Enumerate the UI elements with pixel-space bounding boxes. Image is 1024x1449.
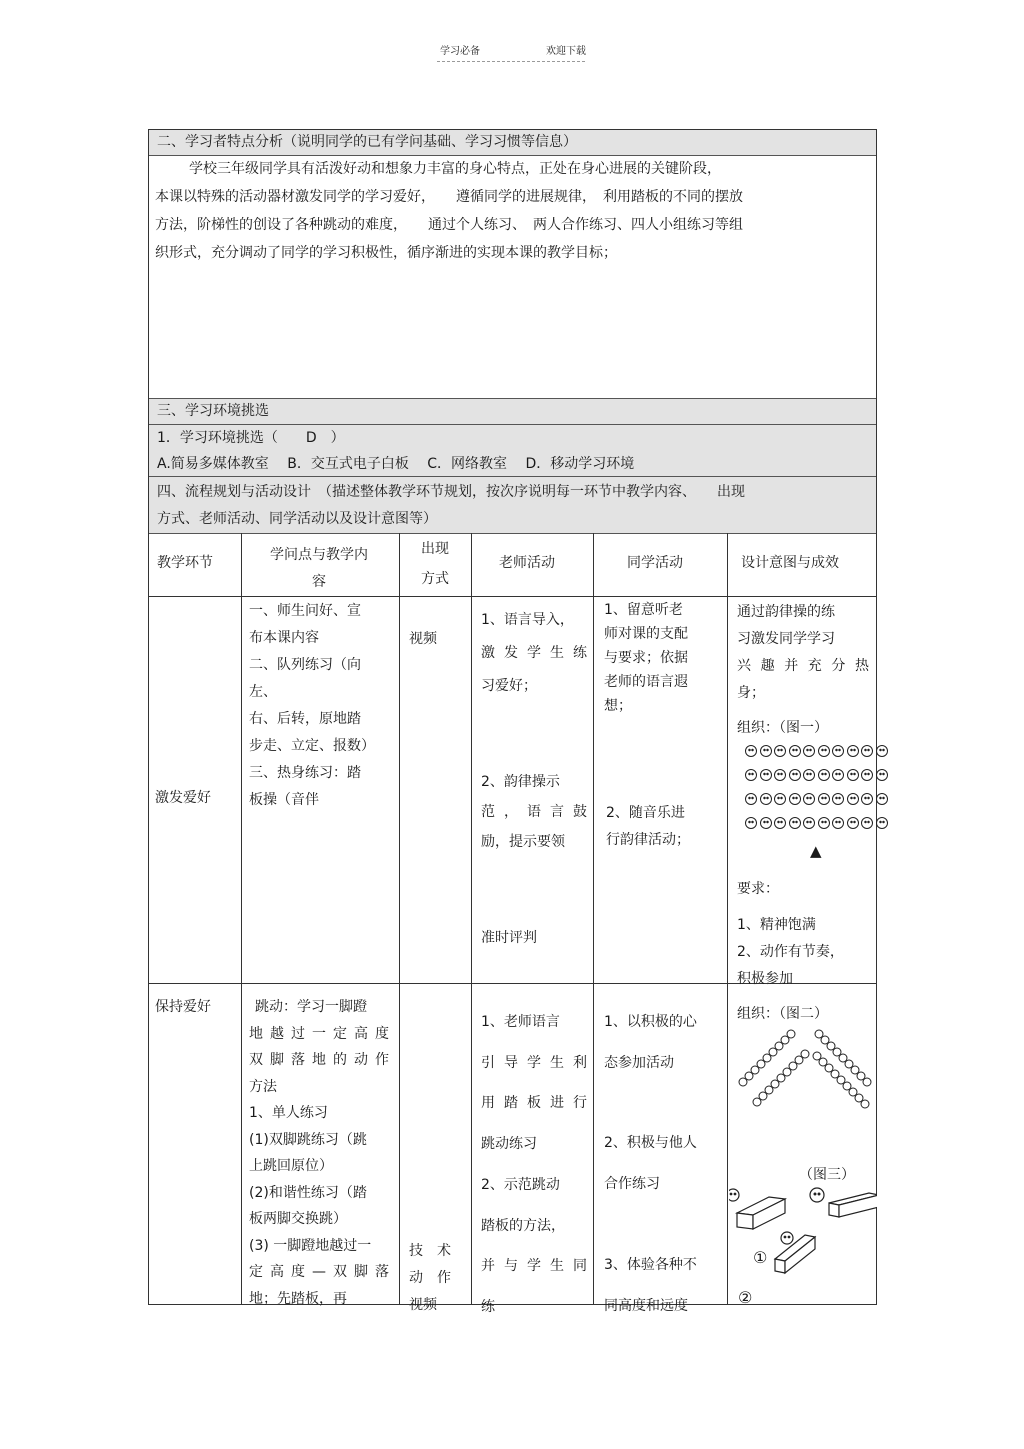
teacher-line: 2、示范跳动 (481, 1176, 560, 1193)
row-divider (149, 596, 876, 597)
student-line: 态参加活动 (604, 1054, 674, 1071)
figure1-formation (731, 745, 877, 835)
section2-line: 织形式，充分调动了同学的学习积极性，循序渐进的实现本课的教学目标； (155, 245, 617, 261)
teacher-line: 习爱好； (481, 678, 537, 694)
row1-requirements (737, 912, 871, 993)
header-teacher: 老师活动 (499, 555, 555, 571)
section2-line: 方法，阶梯性的创设了各种跳动的难度， 通过个人练习、 两人合作练习、四人小组练习等组 (155, 217, 743, 233)
circle-number-1: ① (753, 1248, 768, 1267)
section2-body (155, 155, 870, 267)
row2-teacher (481, 1002, 587, 1328)
knowledge-line: 地越过一定高度 (249, 1025, 389, 1042)
row1-stage: 激发爱好 (155, 790, 211, 806)
design-line: 通过韵律操的练 (737, 604, 835, 620)
method-line: 视频 (409, 1297, 437, 1313)
circle-number-2: ② (738, 1288, 753, 1307)
student-line: 2、积极与他人 (604, 1135, 697, 1152)
lesson-plan-table (148, 129, 877, 1315)
knowledge-line: 板两脚交换跳） (249, 1211, 347, 1227)
col-divider (471, 533, 472, 1304)
row2-method (409, 1238, 465, 1319)
section2-line: 学校三年级同学具有活泼好动和想象力丰富的身心特点，正处在身心进展的关键阶段， (189, 161, 721, 177)
row1-requirement-title: 要求： (737, 881, 779, 897)
section3-content (149, 425, 876, 477)
teacher-line: 1、语言导入， (481, 612, 574, 628)
teacher-line: 励，提示要领 (481, 834, 565, 850)
knowledge-line: 三、热身练习：踏 (249, 765, 361, 781)
student-line: 老师的语言遐 (604, 674, 688, 690)
figure2-formation (735, 1026, 875, 1146)
figure3-boards (729, 1185, 877, 1280)
student-line: 合作练习 (604, 1176, 660, 1193)
row1-method: 视频 (409, 631, 437, 647)
student-line: 同高度和远度 (604, 1297, 688, 1314)
teacher-line: 并与学生同 (481, 1258, 587, 1275)
knowledge-line: (3) 一脚蹬地越过一 (249, 1237, 372, 1254)
student-line: 想； (604, 698, 632, 714)
design-line: 身； (737, 685, 765, 701)
section3-title: 三、学习环境挑选 (149, 398, 876, 425)
knowledge-line: 二、队列练习（向 (249, 657, 361, 673)
student-line: 1、留意听老 (604, 602, 683, 618)
page-header (440, 42, 586, 57)
diagonal-line-left-outer (739, 1030, 795, 1086)
header-right: 欢迎下载 (546, 46, 586, 57)
face-1 (729, 1189, 739, 1201)
row1-design (737, 599, 869, 707)
col-divider (727, 533, 728, 1304)
row1-student-b (606, 800, 724, 854)
teacher-line: 跳动练习 (481, 1136, 537, 1153)
face-2 (810, 1188, 824, 1202)
header-method (407, 534, 463, 594)
row2-knowledge (249, 994, 389, 1312)
row2-org-label: 组织：（图二） (737, 1006, 828, 1022)
section4-title (149, 477, 876, 534)
header-knowledge (249, 542, 389, 596)
student-line: 2、随音乐进 (606, 805, 685, 821)
formation-row (745, 769, 890, 782)
row1-teacher-a (481, 604, 587, 703)
knowledge-line: (2)和谐性练习（踏 (249, 1184, 367, 1201)
header-design: 设计意图与成效 (741, 555, 839, 571)
section4-title-line1: 四、流程规划与活动设计 （描述整体教学环节规划，按次序说明每一环节中教学内容、 出现 (157, 484, 745, 500)
row1-teacher-b (481, 767, 587, 857)
section4-title-line2: 方式、老师活动、同学活动以及设计意图等） (157, 511, 437, 527)
formation-row (745, 745, 890, 758)
header-stage: 教学环节 (157, 555, 213, 571)
requirement-line: 积极参加 (737, 971, 793, 987)
header-divider (437, 61, 585, 62)
teacher-line: 范，语言鼓 (481, 804, 587, 820)
row1-student-a (604, 598, 722, 718)
student-line: 与要求；依据 (604, 650, 688, 666)
row1-knowledge (249, 598, 393, 814)
diagonal-line-left-inner (753, 1050, 809, 1106)
knowledge-line: 地；先踏板，再 (249, 1290, 347, 1307)
student-line: 行韵律活动； (606, 832, 690, 848)
col-divider (399, 533, 400, 1304)
section3-question: 1．学习环境挑选（ D ） (157, 430, 345, 446)
header-knowledge-line: 容 (312, 574, 326, 590)
knowledge-line: 板操（音伴 (249, 792, 319, 808)
knowledge-line: 跳动：学习一脚蹬 (255, 999, 367, 1015)
face-3 (781, 1232, 793, 1244)
teacher-position-marker: ▲ (810, 842, 822, 860)
header-left: 学习必备 (440, 46, 480, 57)
requirement-line: 2、动作有节奏， (737, 944, 844, 960)
teacher-line: 用踏板进行 (481, 1095, 587, 1112)
board-2 (829, 1193, 877, 1217)
header-method-line: 方式 (421, 571, 449, 587)
knowledge-line: 上跳回原位） (249, 1158, 333, 1174)
student-line: 1、以积极的心 (604, 1014, 697, 1030)
figure3-label: （图三） (799, 1167, 855, 1183)
knowledge-line: 方法 (249, 1078, 277, 1095)
requirement-line: 1、精神饱满 (737, 917, 816, 933)
teacher-line: 激发学生练 (481, 645, 587, 661)
teacher-line: 练 (481, 1298, 495, 1315)
col-divider (241, 533, 242, 1304)
knowledge-line: 步走、立定、报数） (249, 738, 375, 754)
teacher-line: 踏板的方法， (481, 1217, 565, 1234)
section2-title: 二、学习者特点分析（说明同学的已有学问基础、学习习惯等信息） (149, 130, 876, 156)
method-line: 动 作 (409, 1270, 451, 1286)
formation-row (745, 817, 890, 830)
section3-options: A.简易多媒体教室 B．交互式电子白板 C．网络教室 D．移动学习环境 (157, 456, 635, 472)
section2-line: 本课以特殊的活动器材激发同学的学习爱好， 遵循同学的进展规律， 利用踏板的不同的摆放 (155, 189, 743, 205)
teacher-line: 1、老师语言 (481, 1014, 560, 1030)
teacher-line: 引导学生利 (481, 1054, 587, 1071)
formation-row (745, 793, 890, 806)
method-line: 技 术 (409, 1243, 451, 1259)
student-line: 3、体验各种不 (604, 1256, 697, 1273)
knowledge-line: 一、师生问好、宣 (249, 603, 361, 619)
knowledge-line: 定高度—双脚落 (249, 1264, 389, 1280)
header-knowledge-line: 学问点与教学内 (270, 547, 368, 563)
knowledge-line: 右、后转，原地踏 (249, 711, 361, 727)
teacher-line: 2、韵律操示 (481, 774, 560, 790)
header-method-line: 出现 (421, 541, 449, 557)
row2-stage: 保持爱好 (155, 999, 211, 1015)
design-line: 习激发同学学习 (737, 631, 835, 647)
row1-org-label: 组织：（图一） (737, 720, 828, 736)
student-line: 师对课的支配 (604, 626, 688, 642)
knowledge-line: 左、 (249, 684, 277, 700)
knowledge-line: 双脚落地的动作 (249, 1052, 389, 1068)
col-divider (593, 533, 594, 1304)
row2-student (604, 1002, 722, 1326)
knowledge-line: 布本课内容 (249, 630, 319, 646)
board-1 (737, 1197, 785, 1229)
design-line: 兴趣并充分热 (737, 658, 869, 674)
knowledge-line: (1)双脚跳练习（跳 (249, 1131, 367, 1148)
header-student: 同学活动 (627, 555, 683, 571)
row1-teacher-c: 准时评判 (481, 930, 537, 946)
knowledge-line: 1、单人练习 (249, 1105, 328, 1121)
